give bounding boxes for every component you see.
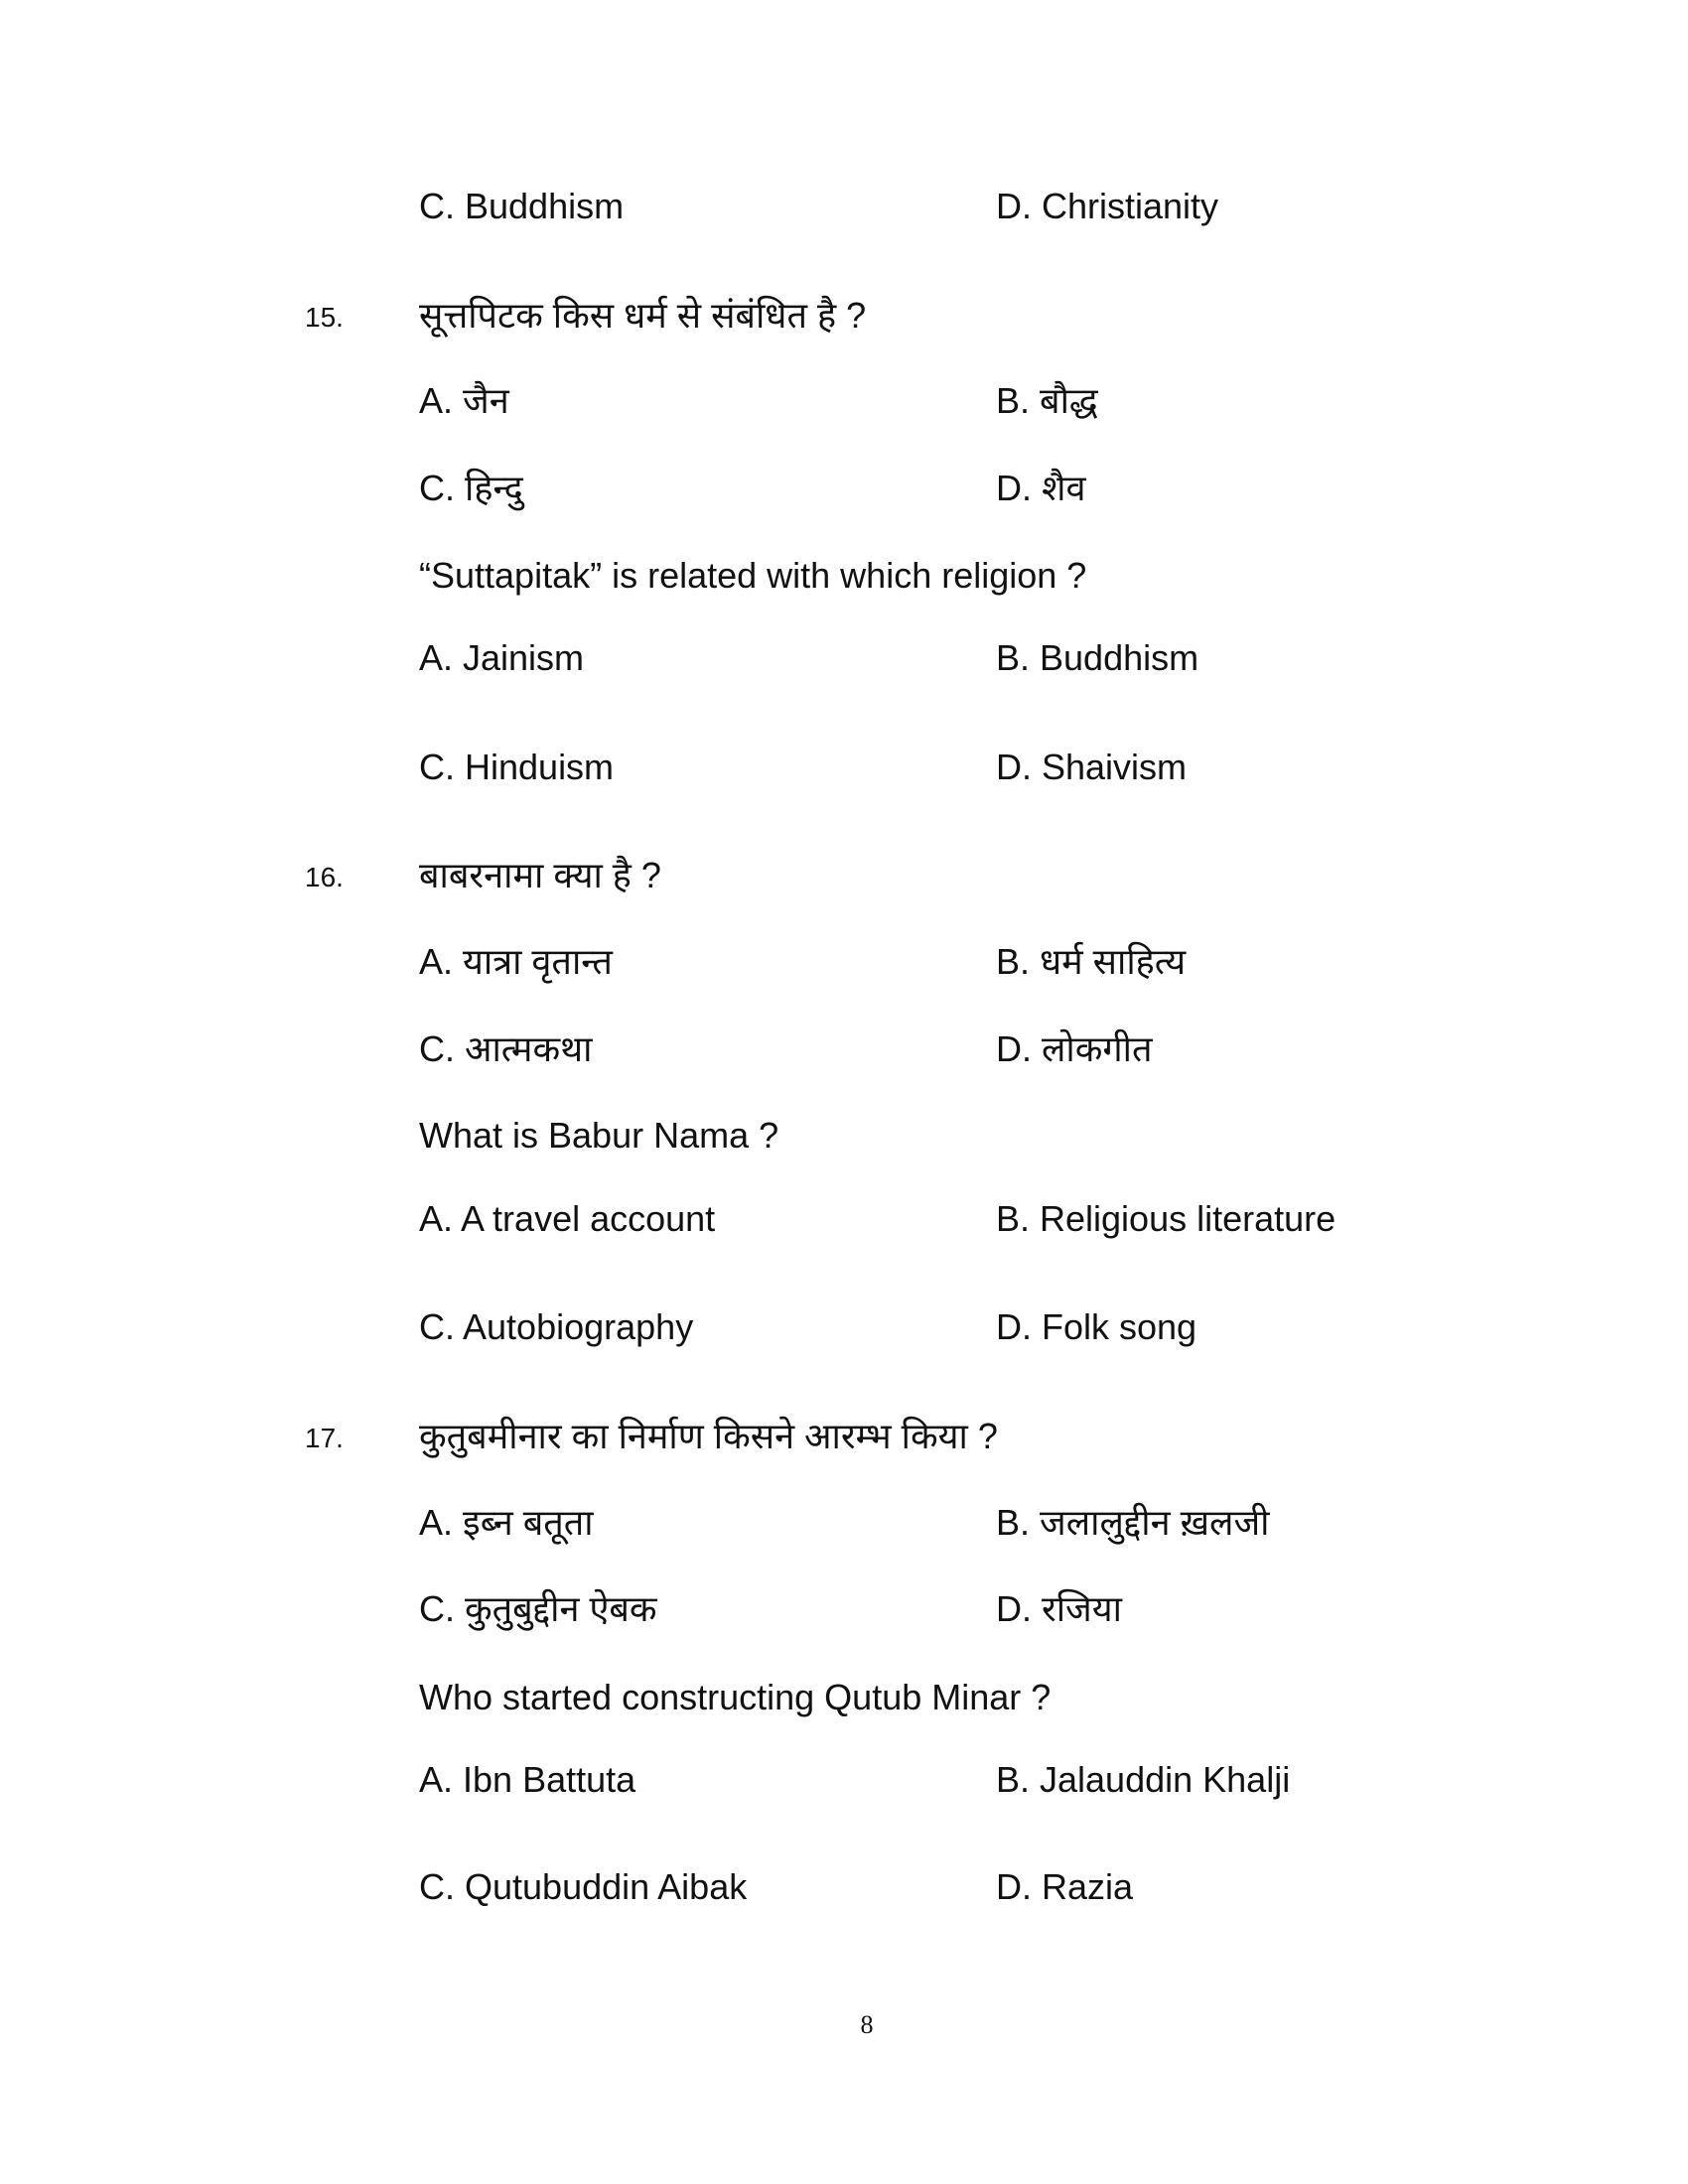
option-a-english: A. A travel account — [419, 1198, 716, 1239]
question-number: 15. — [305, 302, 344, 333]
option-d-english: D. Shaivism — [996, 747, 1188, 787]
option-d-english: D. Folk song — [996, 1306, 1197, 1347]
question-text-hindi: कुतुबमीनार का निर्माण किसने आरम्भ किया ? — [419, 1416, 998, 1456]
option-d-hindi: D. लोकगीत — [996, 1028, 1153, 1069]
question-text-english: Who started constructing Qutub Minar ? — [419, 1677, 1052, 1717]
option-a-english: A. Ibn Battuta — [419, 1759, 636, 1800]
question-text-english: What is Babur Nama ? — [419, 1115, 779, 1156]
option-b-english: B. Jalauddin Khalji — [996, 1759, 1291, 1800]
question-text-english: “Suttapitak” is related with which religion ? — [419, 555, 1087, 596]
option-c-hindi: C. कुतुबुद्दीन ऐबक — [419, 1588, 657, 1629]
question-number: 17. — [305, 1423, 344, 1453]
question-text-hindi: सूत्तपिटक किस धर्म से संबंधित है ? — [419, 295, 867, 336]
option-c-english: C. Qutubuddin Aibak — [419, 1866, 748, 1907]
option-b-hindi: B. बौद्ध — [996, 380, 1098, 421]
option-d-english: D. Razia — [996, 1866, 1134, 1907]
option-b-hindi: B. धर्म साहित्य — [996, 941, 1187, 982]
option-a-hindi: A. इब्न बतूता — [419, 1502, 594, 1543]
option-b-english: B. Religious literature — [996, 1198, 1336, 1239]
option-c-hindi: C. आत्मकथा — [419, 1028, 593, 1069]
option-a-hindi: A. जैन — [419, 380, 509, 421]
option-a-hindi: A. यात्रा वृतान्त — [419, 941, 613, 982]
question-number: 16. — [305, 862, 344, 892]
question-text-hindi: बाबरनामा क्या है ? — [419, 855, 661, 895]
page-number: 8 — [860, 2010, 874, 2039]
option-b-hindi: B. जलालुद्दीन ख़लजी — [996, 1502, 1270, 1543]
option-c-english: C. Hinduism — [419, 747, 615, 787]
option-b-english: B. Buddhism — [996, 637, 1199, 678]
option-d-hindi: D. शैव — [996, 468, 1086, 508]
option-a-english: A. Jainism — [419, 637, 585, 678]
option-c-hindi: C. हिन्दु — [419, 468, 523, 508]
option-d: D. Christianity — [996, 186, 1219, 226]
option-d-hindi: D. रजिया — [996, 1588, 1122, 1629]
option-c: C. Buddhism — [419, 186, 625, 226]
option-c-english: C. Autobiography — [419, 1306, 694, 1347]
